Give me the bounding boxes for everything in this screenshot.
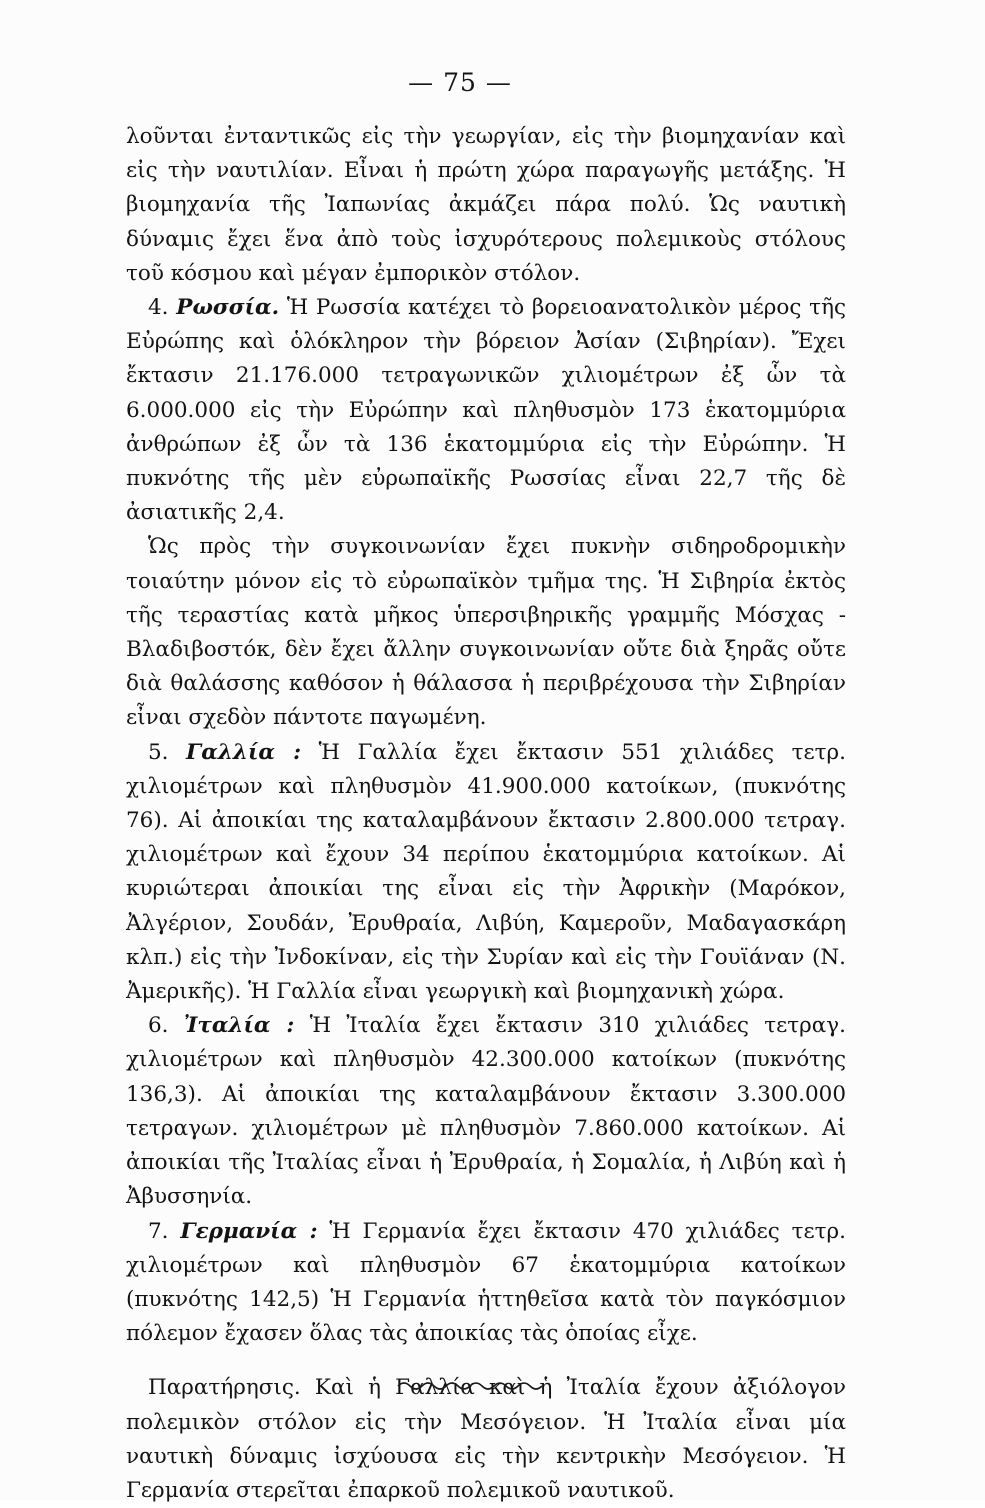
section-heading-germany: Γερμανία : [180, 1218, 318, 1244]
paragraph-france [126, 736, 846, 1010]
section-number: 5. [148, 739, 169, 765]
wavy-line-ornament [396, 1378, 546, 1392]
section-number: 7. [148, 1218, 169, 1244]
paragraph-text: Ἡ Ἰταλία ἔχει ἔκτασιν 310 χιλιάδες τετραγ. χιλιομέτρων καὶ πληθυσμὸν 42.300.000 κατοίκων (πυκνότης 136,3). Αἱ ἀποικίαι της καταλαμβάνουν ἔκτασιν 3.300.000 τετραγων. χιλιομέτρων μὲ πληθυσμὸν 7.860.000 κατοίκων. Αἱ ἀποικίαι τῆς Ἰταλίας εἶναι ἡ Ἐρυθραία, ἡ Σομαλία, ἡ Λιβύη καὶ ἡ Ἀβυσσηνία. [126, 1013, 846, 1210]
section-number: 6. [148, 1013, 169, 1039]
paragraph-japan-continued [126, 120, 846, 291]
page-number: — 75 — [408, 68, 512, 97]
paragraph-text: Ἡ Ρωσσία κατέχει τὸ βορειοανατολικὸν μέρος τῆς Εὐρώπης καὶ ὁλόκληρον τὴν βόρειον Ἀσίαν (Σιβηρίαν). Ἔχει ἔκτασιν 21.176.000 τετραγωνικῶν χιλιομέτρων ἐξ ὧν τὰ 6.000.000 εἰς τὴν Εὐρώπην καὶ πληθυσμὸν 173 ἑκατομμύρια ἀνθρώπων ἐξ ὧν τὰ 136 ἑκατομμύρια εἰς τὴν Εὐρώπην. Ἡ πυκνότης τῆς μὲν εὐρωπαϊκῆς Ρωσσίας εἶναι 22,7 τῆς δὲ ἀσιατικῆς 2,4. [126, 295, 846, 526]
section-heading-france: Γαλλία : [186, 739, 302, 765]
body-text [126, 120, 846, 1508]
paragraph-germany [126, 1215, 846, 1352]
paragraph-italy [126, 1009, 846, 1214]
paragraph-text: Παρατήρησις. Καὶ ἡ Γαλλία καὶ ἡ Ἰταλία ἔχουν ἀξιόλογον πολεμικὸν στόλον εἰς τὴν Μεσόγειον. Ἡ Ἰταλία εἶναι μία ναυτικὴ δύναμις ἰσχύουσα εἰς τὴν κεντρικὴν Μεσόγειον. Ἡ Γερμανία στερεῖται ἐπαρκοῦ πολεμικοῦ ναυτικοῦ. [126, 1375, 846, 1503]
paragraph-gap [126, 1351, 846, 1371]
section-heading-russia: Ρωσσία. [176, 295, 280, 321]
paragraph-text: λοῦνται ἐνταντικῶς εἰς τὴν γεωργίαν, εἰς τὴν βιομηχανίαν καὶ εἰς τὴν ναυτιλίαν. Εἶναι ἡ πρώτη χώρα παραγωγῆς μετάξης. Ἡ βιομηχανία τῆς Ἰαπωνίας ἀκμάζει πάρα πολύ. Ὡς ναυτικὴ δύναμις ἔχει ἕνα ἀπὸ τοὺς ἰσχυρότερους πολεμικοὺς στόλους τοῦ κόσμου καὶ μέγαν ἐμπορικὸν στόλον. [126, 124, 846, 286]
paragraph-russia [126, 291, 846, 530]
section-number: 4. [148, 295, 169, 321]
paragraph-text: Ἡ Γαλλία ἔχει ἔκτασιν 551 χιλιάδες τετρ. χιλιομέτρων καὶ πληθυσμὸν 41.900.000 κατοίκων, (πυκνότης 76). Αἱ ἀποικίαι της καταλαμβάνουν ἔκτασιν 2.800.000 τετραγ. χιλιομέτρων καὶ ἔχουν 34 περίπου ἑκατομμύρια κατοίκων. Αἱ κυριώτεραι ἀποικίαι της εἶναι εἰς τὴν Ἀφρικὴν (Μαρόκον, Ἀλγέριον, Σουδάν, Ἐρυθραία, Λιβύη, Καμεροῦν, Μαδαγασκάρη κλπ.) εἰς τὴν Ἰνδοκίναν, εἰς τὴν Συρίαν καὶ εἰς τὴν Γουϊάναν (Ν. Ἀμερικῆς). Ἡ Γαλλία εἶναι γεωργικὴ καὶ βιομηχανικὴ χώρα. [126, 739, 846, 1005]
section-heading-italy: Ἰταλία : [183, 1013, 295, 1039]
paragraph-russia-transport [126, 530, 846, 735]
paragraph-text: Ὡς πρὸς τὴν συγκοινωνίαν ἔχει πυκνὴν σιδηροδρομικὴν τοιαύτην μόνον εἰς τὸ εὐρωπαϊκὸν τμῆμα της. Ἡ Σιβηρία ἐκτὸς τῆς τεραστίας κατὰ μῆκος ὑπερσιβηρικῆς γραμμῆς Μόσχας - Βλαδιβοστόκ, δὲν ἔχει ἄλλην συγκοινωνίαν οὔτε διὰ ξηρᾶς οὔτε διὰ θαλάσσης καθόσον ἡ θάλασσα ἡ περιβρέχουσα τὴν Σιβηρίαν εἶναι σχεδὸν πάντοτε παγωμένη. [126, 534, 846, 731]
paragraph-text: Ἡ Γερμανία ἔχει ἔκτασιν 470 χιλιάδες τετρ. χιλιομέτρων καὶ πληθυσμὸν 67 ἑκατομμύρια κατοίκων (πυκνότης 142,5) Ἡ Γερμανία ἡττηθεῖσα κατὰ τὸν παγκόσμιον πόλεμον ἔχασεν ὅλας τὰς ἀποικίας τὰς ὁποίας εἶχε. [126, 1218, 846, 1347]
